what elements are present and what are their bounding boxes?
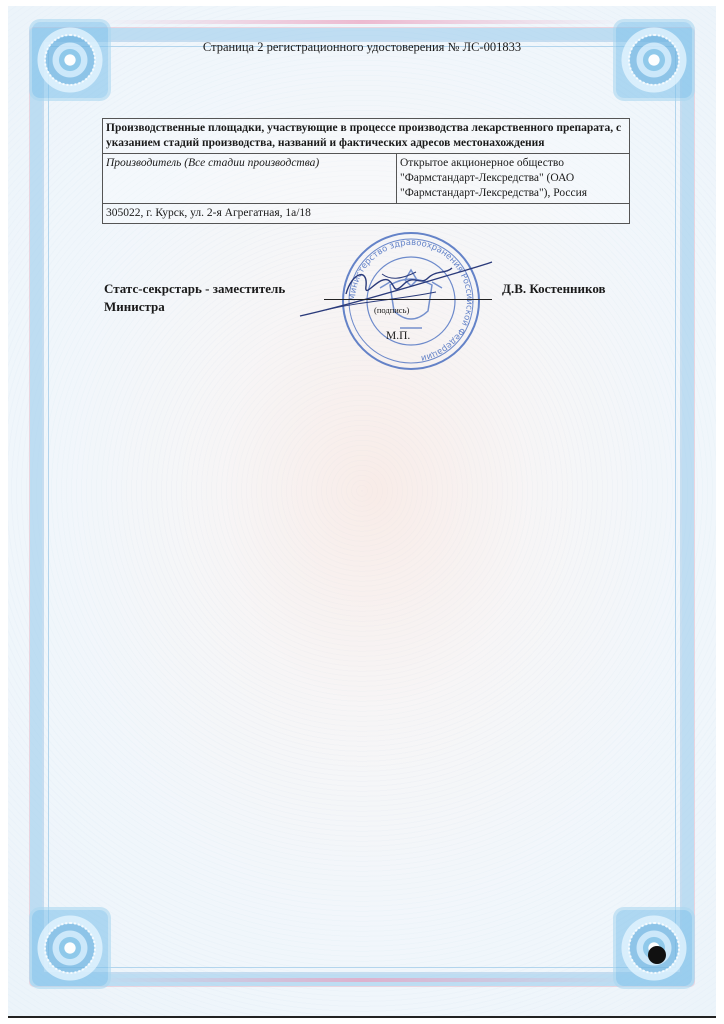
guilloche-rosette-icon — [616, 22, 692, 98]
production-sites-table — [102, 118, 630, 224]
table-row — [103, 119, 630, 154]
seal-placeholder-label: М.П. — [386, 330, 411, 342]
pink-border-top — [98, 20, 626, 24]
scan-edge-line — [8, 1016, 716, 1018]
address-cell: 305022, г. Курск, ул. 2-я Агрегатная, 1а/18 — [103, 203, 630, 223]
signature-line — [324, 299, 492, 300]
signature-caption: (подпись) — [374, 305, 410, 315]
guilloche-rosette-icon — [32, 22, 108, 98]
guilloche-rosette-icon — [32, 910, 108, 986]
signatory-name: Д.В. Костенников — [502, 281, 606, 296]
page-title: Страница 2 регистрационного удостоверения № ЛС-001833 — [202, 40, 522, 54]
pink-border-bottom — [98, 978, 626, 982]
table-row — [103, 203, 630, 223]
punch-hole-icon — [648, 946, 666, 964]
signatory-position: Статс-секрстарь - заместитель Министра — [104, 281, 286, 314]
manufacturer-role-cell: Производитель (Все стадии производства) — [103, 153, 397, 203]
seal-ring-text: Министерство здравоохранения Российской Федерации — [347, 237, 475, 364]
organization-cell: Открытое акционерное общество "Фармстандарт-Лексредства" (ОАО "Фармстандарт-Лексредства"), Россия — [397, 153, 630, 203]
table-row — [103, 153, 630, 203]
table-heading: Производственные площадки, участвующие в процессе производства лекарственного препарата, с указанием стадий производства, названий и фактических адресов местонахождения — [103, 119, 630, 154]
handwritten-signature — [296, 250, 496, 330]
